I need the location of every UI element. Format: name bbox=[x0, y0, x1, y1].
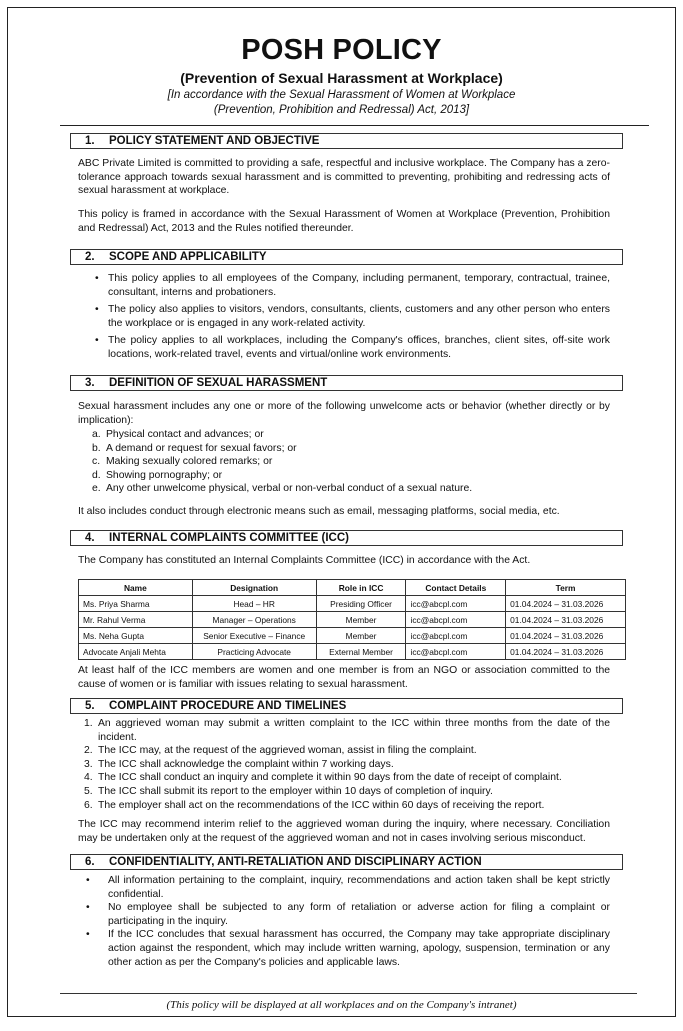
member-contact: icc@abcpl.com bbox=[406, 628, 506, 644]
item-text: Any other unwelcome physical, verbal or non-verbal conduct of a sexual nature. bbox=[106, 483, 473, 495]
table-row bbox=[79, 628, 626, 644]
table-row bbox=[79, 612, 626, 628]
member-name: Advocate Anjali Mehta bbox=[79, 644, 193, 660]
item-label: b. bbox=[92, 442, 101, 454]
section-1-paragraph-2: This policy is framed in accordance with the Sexual Harassment of Women at Workplace (Prevention, Prohibition and Redressal) Act, 2013 and the Rules notified thereunder. bbox=[78, 209, 610, 234]
list-item bbox=[78, 901, 610, 928]
list-item bbox=[78, 785, 610, 799]
member-contact: icc@abcpl.com bbox=[406, 596, 506, 612]
section-6-bullet-list bbox=[78, 874, 610, 969]
member-role: Member bbox=[316, 628, 406, 644]
member-term: 01.04.2024 – 31.03.2026 bbox=[506, 628, 626, 644]
member-designation: Practicing Advocate bbox=[192, 644, 316, 660]
member-role: External Member bbox=[316, 644, 406, 660]
section-1-heading bbox=[70, 133, 623, 149]
section-4-heading bbox=[70, 530, 623, 546]
step-text: An aggrieved woman may submit a written complaint to the ICC within three months from the date of the incident. bbox=[98, 718, 610, 743]
member-contact: icc@abcpl.com bbox=[406, 612, 506, 628]
step-number: 2. bbox=[84, 745, 93, 757]
list-item bbox=[78, 455, 610, 469]
table-row bbox=[79, 644, 626, 660]
section-4-intro: The Company has constituted an Internal Complaints Committee (ICC) in accordance with the Act. bbox=[78, 555, 531, 566]
member-role: Member bbox=[316, 612, 406, 628]
section-3-heading bbox=[70, 375, 623, 391]
list-item bbox=[78, 303, 610, 330]
section-2-bullet-list bbox=[78, 272, 610, 366]
member-name: Ms. Neha Gupta bbox=[79, 628, 193, 644]
step-number: 1. bbox=[84, 718, 93, 729]
member-term: 01.04.2024 – 31.03.2026 bbox=[506, 596, 626, 612]
harassment-definition-list bbox=[78, 428, 610, 496]
step-text: The employer shall act on the recommendations of the ICC within 60 days of receiving the report. bbox=[98, 799, 545, 811]
section-1-number: 1. bbox=[85, 135, 95, 147]
step-text: The ICC may, at the request of the aggrieved woman, assist in filing the complaint. bbox=[98, 745, 477, 757]
policy-page bbox=[7, 7, 676, 1017]
section-3-intro: Sexual harassment includes any one or more of the following unwelcome acts or behavior (whether directly or by implication): bbox=[78, 401, 610, 426]
bullet-icon: • bbox=[95, 335, 99, 347]
bullet-text: This policy applies to all employees of the Company, including permanent, temporary, contractual, trainee, consultant, interns and probationers. bbox=[108, 273, 610, 298]
list-item bbox=[78, 482, 610, 496]
item-text: A demand or request for sexual favors; or bbox=[106, 442, 297, 454]
act-reference-line-1: [In accordance with the Sexual Harassment of Women at Workplace bbox=[167, 89, 516, 101]
table-row bbox=[79, 596, 626, 612]
section-3-number: 3. bbox=[85, 377, 95, 389]
section-1-title: POLICY STATEMENT AND OBJECTIVE bbox=[109, 135, 320, 147]
section-4-title: INTERNAL COMPLAINTS COMMITTEE (ICC) bbox=[109, 532, 349, 544]
section-2-number: 2. bbox=[85, 251, 95, 263]
list-item bbox=[78, 928, 610, 969]
list-item bbox=[78, 442, 610, 456]
list-item bbox=[78, 758, 610, 772]
document-title: POSH POLICY bbox=[241, 34, 442, 66]
list-item bbox=[78, 334, 610, 361]
section-1-paragraph-1: ABC Private Limited is committed to providing a safe, respectful and inclusive workplace. The Company has a zero-tolerance approach towards sexual harassment and is committed to preventing, prohibiting and redressing acts of sexual harassment at workplace. bbox=[78, 158, 610, 197]
step-text: The ICC shall submit its report to the employer within 10 days of completion of inquiry. bbox=[98, 785, 493, 797]
member-designation: Manager – Operations bbox=[192, 612, 316, 628]
section-6-title: CONFIDENTIALITY, ANTI-RETALIATION AND DISCIPLINARY ACTION bbox=[109, 856, 482, 868]
document-subtitle: (Prevention of Sexual Harassment at Workplace) bbox=[180, 70, 503, 86]
bullet-text: No employee shall be subjected to any form of retaliation or adverse action for filing a complaint or participating in the inquiry. bbox=[108, 902, 610, 927]
section-6-heading bbox=[70, 854, 623, 870]
icc-members-table bbox=[78, 579, 626, 660]
section-5-title: COMPLAINT PROCEDURE AND TIMELINES bbox=[109, 700, 347, 712]
item-label: a. bbox=[92, 429, 101, 440]
list-item bbox=[78, 799, 610, 813]
column-header-designation: Designation bbox=[192, 580, 316, 596]
member-role: Presiding Officer bbox=[316, 596, 406, 612]
section-4-number: 4. bbox=[85, 532, 95, 544]
list-item bbox=[78, 771, 610, 785]
list-item bbox=[78, 717, 610, 744]
section-3-title: DEFINITION OF SEXUAL HARASSMENT bbox=[109, 377, 328, 389]
column-header-name: Name bbox=[79, 580, 193, 596]
bullet-text: If the ICC concludes that sexual harassment has occurred, the Company may take appropriate disciplinary action against the respondent, which may include written warning, apology, suspension, termination or any other action as per the Company's policies and applicable laws. bbox=[108, 929, 610, 968]
member-term: 01.04.2024 – 31.03.2026 bbox=[506, 612, 626, 628]
bullet-text: The policy applies to all workplaces, including the Company's offices, branches, client sites, off-site work locations, work-related travel, events and virtual/online work environments. bbox=[108, 335, 610, 360]
step-number: 3. bbox=[84, 758, 93, 770]
item-text: Making sexually colored remarks; or bbox=[106, 456, 273, 468]
list-item bbox=[78, 272, 610, 299]
footer-note: (This policy will be displayed at all workplaces and on the Company's intranet) bbox=[166, 999, 517, 1011]
bullet-text: The policy also applies to visitors, vendors, consultants, clients, customers and any other person who enters the workplace or is engaged in any work-related activity. bbox=[108, 304, 610, 329]
item-text: Physical contact and advances; or bbox=[106, 429, 264, 440]
member-designation: Head – HR bbox=[192, 596, 316, 612]
footer-divider bbox=[60, 993, 637, 994]
member-contact: icc@abcpl.com bbox=[406, 644, 506, 660]
list-item bbox=[78, 744, 610, 758]
list-item bbox=[78, 469, 610, 483]
member-designation: Senior Executive – Finance bbox=[192, 628, 316, 644]
bullet-icon: • bbox=[86, 929, 90, 941]
bullet-icon: • bbox=[95, 304, 99, 316]
step-number: 5. bbox=[84, 785, 93, 797]
column-header-role: Role in ICC bbox=[316, 580, 406, 596]
list-item bbox=[78, 874, 610, 901]
section-2-title: SCOPE AND APPLICABILITY bbox=[109, 251, 267, 263]
column-header-contact: Contact Details bbox=[406, 580, 506, 596]
step-text: The ICC shall acknowledge the complaint within 7 working days. bbox=[98, 758, 394, 770]
step-number: 4. bbox=[84, 772, 93, 784]
complaint-procedure-list bbox=[78, 717, 610, 812]
member-term: 01.04.2024 – 31.03.2026 bbox=[506, 644, 626, 660]
bullet-icon: • bbox=[95, 273, 99, 284]
icc-composition-note: At least half of the ICC members are women and one member is from an NGO or association committed to the cause of women or is familiar with issues relating to sexual harassment. bbox=[78, 665, 610, 690]
item-label: e. bbox=[92, 483, 101, 495]
list-item bbox=[78, 428, 610, 442]
bullet-icon: • bbox=[86, 902, 90, 914]
table-header-row bbox=[79, 580, 626, 596]
item-label: c. bbox=[92, 456, 101, 468]
section-3-outro: It also includes conduct through electronic means such as email, messaging platforms, social media, etc. bbox=[78, 506, 560, 517]
section-2-heading bbox=[70, 249, 623, 265]
column-header-term: Term bbox=[506, 580, 626, 596]
section-5-number: 5. bbox=[85, 700, 95, 712]
act-reference-line-2: (Prevention, Prohibition and Redressal) Act, 2013] bbox=[213, 104, 470, 116]
member-name: Mr. Rahul Verma bbox=[79, 612, 193, 628]
step-text: The ICC shall conduct an inquiry and complete it within 90 days from the date of receipt of complaint. bbox=[98, 772, 562, 784]
header-divider bbox=[60, 125, 649, 126]
step-number: 6. bbox=[84, 799, 93, 811]
section-6-number: 6. bbox=[85, 856, 95, 868]
member-name: Ms. Priya Sharma bbox=[79, 596, 193, 612]
interim-relief-note: The ICC may recommend interim relief to the aggrieved woman during the inquiry, where necessary. Conciliation may be undertaken only at the request of the aggrieved woman and not in cases involving serious misconduct. bbox=[78, 819, 610, 844]
bullet-icon: • bbox=[86, 875, 90, 886]
item-text: Showing pornography; or bbox=[106, 469, 223, 481]
item-label: d. bbox=[92, 469, 101, 481]
bullet-text: All information pertaining to the complaint, inquiry, recommendations and action taken shall be kept strictly confidential. bbox=[108, 875, 610, 900]
section-5-heading bbox=[70, 698, 623, 714]
